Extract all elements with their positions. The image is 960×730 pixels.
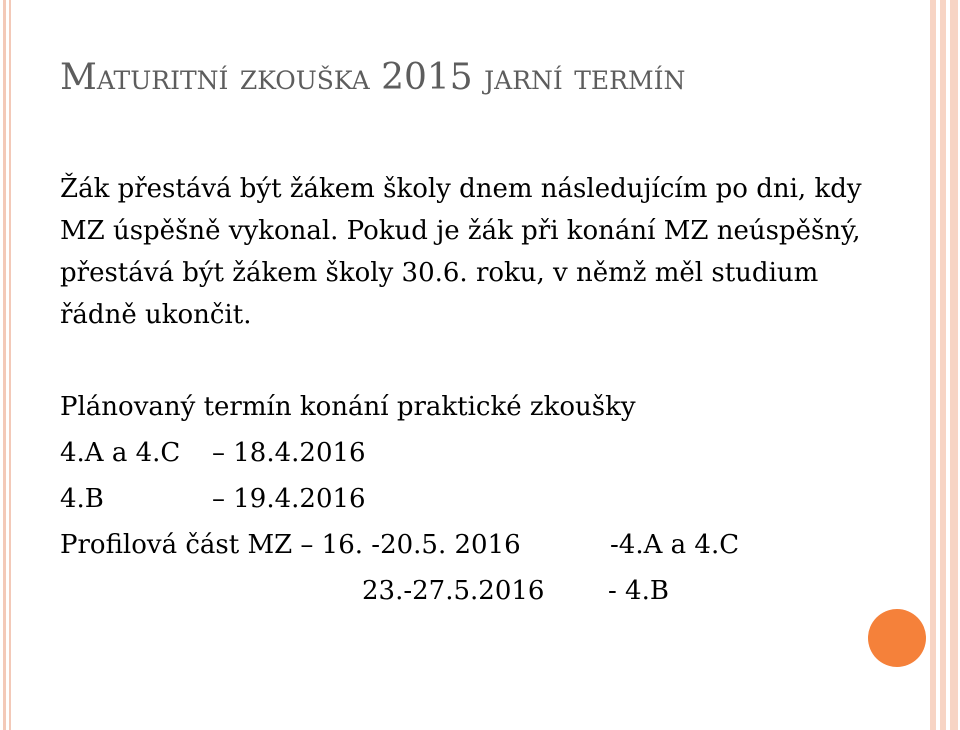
right-border-stripe-1 [930,0,936,730]
left-border-stripe [3,0,6,730]
section-spacer [60,336,900,384]
profile-exam-classes: -4.A a 4.C [610,530,740,560]
slide-title: Maturitní zkouška 2015 jarní termín [60,57,686,98]
right-border-stripe-3 [950,0,958,730]
profile-exam-second-classes: - 4.B [608,576,669,606]
right-border-stripe-2 [940,0,946,730]
practical-exam-row [60,430,900,476]
practical-exam-heading-text: Plánovaný termín konání praktické zkoušky [60,392,636,422]
left-border-stripe-inner [9,0,11,730]
practical-exam-heading [60,384,900,430]
profile-exam-second-date: 23.-27.5.2016 [362,576,545,606]
profile-exam-row [60,522,900,568]
graduation-rule-paragraph: Žák přestává být žákem školy dnem následujícím po dni, kdy MZ úspěšně vykonal. Pokud je žák při konání MZ neúspěšný, přestává být žákem školy 30.6. roku, v němž měl studium řádně ukončit. [60,174,862,330]
practical-exam-date: – 19.4.2016 [212,484,366,514]
profile-exam-row-second [60,568,900,614]
practical-exam-row [60,476,900,522]
orange-circle-decoration [868,609,926,667]
practical-exam-classes: 4.A a 4.C [60,438,181,468]
profile-exam-label: Profilová část MZ – 16. -20.5. 2016 [60,530,521,560]
practical-exam-classes: 4.B [60,484,104,514]
practical-exam-date: – 18.4.2016 [212,438,366,468]
slide-content [60,168,900,614]
